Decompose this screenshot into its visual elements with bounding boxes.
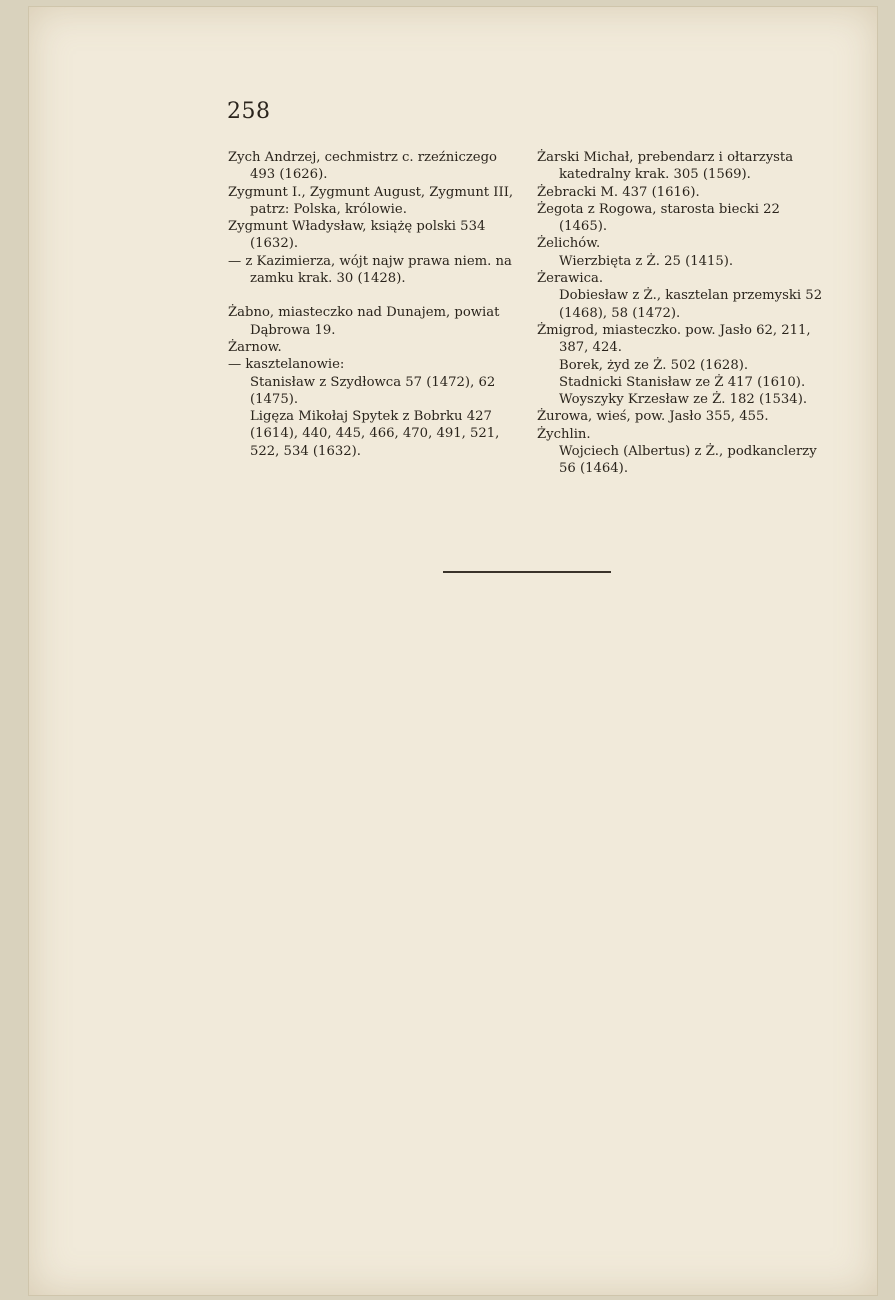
index-subentry: Woyszyky Krzesław ze Ż. 182 (1534).	[559, 392, 808, 408]
index-entry: Żurowa, wieś, pow. Jasło 355, 455.	[537, 409, 769, 425]
index-entry: Żarski Michał, prebendarz i ołtarzysta katedralny krak. 305 (1569).	[537, 150, 794, 183]
index-entry: Żegota z Rogowa, starosta biecki 22 (1465).	[537, 201, 780, 235]
index-subentry: Ligęza Mikołaj Spytek z Bobrku 427 (1614), 440, 445, 466, 470, 491, 521, 522, 534 (1632).	[250, 409, 500, 459]
index-entry: Żychlin.	[537, 426, 591, 442]
index-column-left	[228, 149, 518, 460]
index-subentry: Wierzbięta z Ż. 25 (1415).	[559, 253, 734, 269]
index-entry: Żelichów.	[537, 236, 601, 252]
index-subentry: Borek, żyd ze Ż. 502 (1628).	[559, 357, 749, 373]
section-divider	[443, 571, 611, 573]
index-subentry: Dobiesław z Ż., kasztelan przemyski 52 (1468), 58 (1472).	[559, 288, 823, 321]
index-entry: Żerawica.	[537, 271, 604, 287]
index-entry: — z Kazimierza, wójt najw prawa niem. na zamku krak. 30 (1428).	[228, 253, 512, 287]
page-sheet	[28, 6, 878, 1296]
index-subentry: Stadnicki Stanisław ze Ż 417 (1610).	[559, 374, 806, 390]
index-entry: Żebracki M. 437 (1616).	[537, 184, 700, 200]
index-subentry: Stanisław z Szydłowca 57 (1472), 62 (1475).	[250, 374, 496, 407]
page-number: 258	[227, 99, 271, 124]
index-subentry: Wojciech (Albertus) z Ż., podkanclerzy 56 (1464).	[559, 444, 817, 477]
index-entry: Żarnow.	[228, 339, 282, 355]
index-column-right	[537, 149, 827, 478]
index-entry: Zygmunt Władysław, książę polski 534 (1632).	[228, 219, 486, 252]
entry-gap	[228, 287, 518, 304]
index-entry: Zygmunt I., Zygmunt August, Zygmunt III, patrz: Polska, królowie.	[228, 184, 514, 217]
index-entry: Żabno, miasteczko nad Dunajem, powiat Dąbrowa 19.	[228, 305, 500, 338]
index-entry: Żmigrod, miasteczko. pow. Jasło 62, 211, 387, 424.	[537, 322, 811, 356]
index-entry: — kasztelanowie:	[228, 357, 345, 373]
index-entry: Zych Andrzej, cechmistrz c. rzeźniczego 493 (1626).	[228, 150, 497, 183]
